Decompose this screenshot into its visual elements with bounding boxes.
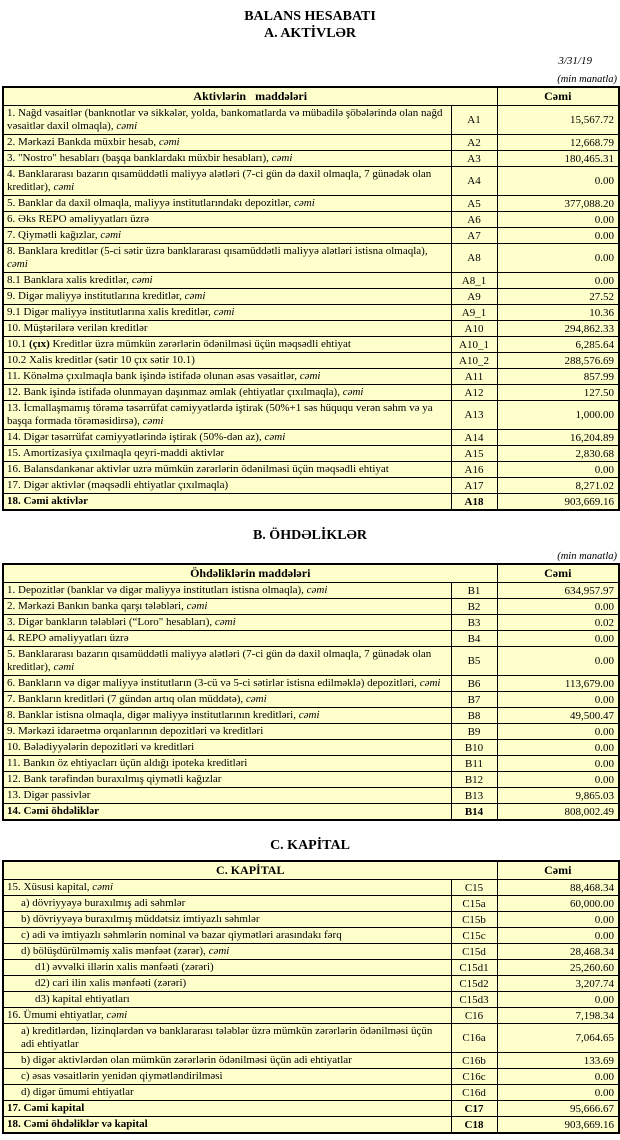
row-label: 10.1 (çıx) Kreditlər üzrə mümkün zərərlərin ödənilməsi üçün məqsədli ehtiyat <box>3 337 451 353</box>
row-code: B14 <box>451 804 497 821</box>
row-label: 9. Digər maliyyə institutlarına kreditlər, cəmi <box>3 289 451 305</box>
table-row <box>3 446 619 462</box>
row-code: C16c <box>451 1069 497 1085</box>
table-row <box>3 928 619 944</box>
row-code: A3 <box>451 151 497 167</box>
row-label: 9. Mərkəzi idarəetmə orqanlarının depozitləri və kreditləri <box>3 724 451 740</box>
row-value: 0.02 <box>497 615 619 631</box>
row-label: 14. Digər təsərrüfat cəmiyyətlərində iştirak (50%-dən az), cəmi <box>3 430 451 446</box>
table-row <box>3 599 619 615</box>
row-value: 15,567.72 <box>497 106 619 135</box>
row-label: 10. Bələdiyyələrin depozitləri və kreditləri <box>3 740 451 756</box>
row-value: 0.00 <box>497 462 619 478</box>
liabilities-items-column-header: Öhdəliklərin maddələri <box>3 564 497 583</box>
table-row <box>3 212 619 228</box>
table-row <box>3 401 619 430</box>
row-label: 11. Bankın öz ehtiyacları üçün aldığı ipoteka kreditləri <box>3 756 451 772</box>
row-code: C15d1 <box>451 960 497 976</box>
row-value: 10.36 <box>497 305 619 321</box>
row-code: C17 <box>451 1101 497 1117</box>
row-code: B2 <box>451 599 497 615</box>
assets-table-header-row <box>3 87 619 106</box>
row-value: 0.00 <box>497 724 619 740</box>
row-label: 16. Ümumi ehtiyatlar, cəmi <box>3 1008 451 1024</box>
row-value: 8,271.02 <box>497 478 619 494</box>
row-label: 18. Cəmi öhdəliklər və kapital <box>3 1117 451 1134</box>
table-row <box>3 631 619 647</box>
row-label: 4. REPO əməliyyatları üzrə <box>3 631 451 647</box>
row-code: B9 <box>451 724 497 740</box>
row-value: 903,669.16 <box>497 494 619 511</box>
table-row <box>3 976 619 992</box>
row-label: 13. Digər passivlər <box>3 788 451 804</box>
table-row <box>3 430 619 446</box>
row-code: A16 <box>451 462 497 478</box>
table-row <box>3 273 619 289</box>
row-value: 113,679.00 <box>497 676 619 692</box>
row-value: 0.00 <box>497 631 619 647</box>
table-row <box>3 167 619 196</box>
row-value: 16,204.89 <box>497 430 619 446</box>
row-value: 377,088.20 <box>497 196 619 212</box>
capital-section-heading: C. KAPİTAL <box>270 838 350 853</box>
row-value: 0.00 <box>497 740 619 756</box>
table-row <box>3 1053 619 1069</box>
row-value: 0.00 <box>497 912 619 928</box>
row-label: 12. Bank işində istifadə olunmayan daşınmaz əmlak (ehtiyatlar çıxılmaqla), cəmi <box>3 385 451 401</box>
row-code: C15d3 <box>451 992 497 1008</box>
table-row <box>3 1024 619 1053</box>
row-label: 14. Cəmi öhdəliklər <box>3 804 451 821</box>
assets-items-column-header: Aktivlərin maddələri <box>3 87 497 106</box>
table-row <box>3 756 619 772</box>
row-value: 808,002.49 <box>497 804 619 821</box>
row-value: 95,666.67 <box>497 1101 619 1117</box>
row-value: 28,468.34 <box>497 944 619 960</box>
row-label: 1. Depozitlər (banklar və digər maliyyə institutları istisna olmaqla), cəmi <box>3 583 451 599</box>
row-label: d) bölüşdürülməmiş xalis mənfəət (zərər), cəmi <box>3 944 451 960</box>
row-value: 0.00 <box>497 692 619 708</box>
table-row <box>3 708 619 724</box>
row-label: b) dövriyyəyə buraxılmış müddətsiz imtiyazlı səhmlər <box>3 912 451 928</box>
row-code: C15 <box>451 880 497 896</box>
row-label: 1. Nağd vəsaitlər (banknotlar və sikkələr, yolda, bankomatlarda və mübadilə şöbələrində olan nağd vəsaitlər daxil olmaqla), cəmi <box>3 106 451 135</box>
capital-total-column-header: Cəmi <box>497 861 619 880</box>
title-line-1: BALANS HESABATI <box>244 9 376 24</box>
liabilities-table-header-row <box>3 564 619 583</box>
table-row <box>3 478 619 494</box>
row-code: B6 <box>451 676 497 692</box>
row-label: 17. Digər aktivlər (məqsədli ehtiyatlar çıxılmaqla) <box>3 478 451 494</box>
table-row <box>3 494 619 511</box>
liabilities-total-column-header: Cəmi <box>497 564 619 583</box>
row-code: B11 <box>451 756 497 772</box>
row-code: A5 <box>451 196 497 212</box>
row-code: C16d <box>451 1085 497 1101</box>
table-row <box>3 1101 619 1117</box>
table-row <box>3 305 619 321</box>
row-value: 7,198.34 <box>497 1008 619 1024</box>
row-code: B5 <box>451 647 497 676</box>
row-code: A8 <box>451 244 497 273</box>
unit-note-assets: (min manatla) <box>557 74 617 85</box>
row-value: 88,468.34 <box>497 880 619 896</box>
row-value: 0.00 <box>497 992 619 1008</box>
table-row <box>3 228 619 244</box>
table-row <box>3 583 619 599</box>
row-label: 18. Cəmi aktivlər <box>3 494 451 511</box>
row-label: 5. Banklararası bazarın qısamüddətli maliyyə alətləri (7-ci gün də daxil olmaqla, 7 günədək olan kreditlər), cəmi <box>3 647 451 676</box>
row-label: 16. Balansdankənar aktivlər uzrə mümkün zərərlərin ödənilməsi üçün məqsədli ehtiyat <box>3 462 451 478</box>
row-code: A6 <box>451 212 497 228</box>
table-row <box>3 804 619 821</box>
row-value: 127.50 <box>497 385 619 401</box>
table-row <box>3 106 619 135</box>
row-code: C15b <box>451 912 497 928</box>
row-label: 10. Müştərilərə verilən kreditlər <box>3 321 451 337</box>
row-value: 60,000.00 <box>497 896 619 912</box>
row-label: 17. Cəmi kapital <box>3 1101 451 1117</box>
row-code: A9_1 <box>451 305 497 321</box>
table-row <box>3 960 619 976</box>
row-value: 9,865.03 <box>497 788 619 804</box>
row-code: B12 <box>451 772 497 788</box>
row-label: 9.1 Digər maliyyə institutlarına xalis kreditlər, cəmi <box>3 305 451 321</box>
table-row <box>3 944 619 960</box>
row-code: C16a <box>451 1024 497 1053</box>
row-value: 0.00 <box>497 756 619 772</box>
table-row <box>3 788 619 804</box>
row-code: A10 <box>451 321 497 337</box>
row-code: B3 <box>451 615 497 631</box>
row-label: c) əsas vəsaitlərin yenidən qiymətləndirilməsi <box>3 1069 451 1085</box>
row-value: 0.00 <box>497 1085 619 1101</box>
row-value: 6,285.64 <box>497 337 619 353</box>
row-value: 12,668.79 <box>497 135 619 151</box>
row-code: A10_1 <box>451 337 497 353</box>
row-code: A18 <box>451 494 497 511</box>
row-code: B4 <box>451 631 497 647</box>
assets-table <box>2 86 620 511</box>
row-value: 634,957.97 <box>497 583 619 599</box>
row-label: d) digər ümumi ehtiyatlar <box>3 1085 451 1101</box>
row-value: 180,465.31 <box>497 151 619 167</box>
row-label: 6. Bankların və digər maliyyə institutların (3-cü və 5-ci sətirlər istisna edilməklə) depozitləri, cəmi <box>3 676 451 692</box>
row-label: 8.1 Banklara xalis kreditlər, cəmi <box>3 273 451 289</box>
table-row <box>3 740 619 756</box>
row-code: C15d2 <box>451 976 497 992</box>
row-label: d1) əvvəlki illərin xalis mənfəəti (zərəri) <box>3 960 451 976</box>
row-code: C15a <box>451 896 497 912</box>
table-row <box>3 353 619 369</box>
row-value: 0.00 <box>497 273 619 289</box>
row-code: A14 <box>451 430 497 446</box>
table-row <box>3 1117 619 1134</box>
row-value: 0.00 <box>497 244 619 273</box>
row-value: 0.00 <box>497 167 619 196</box>
row-code: B1 <box>451 583 497 599</box>
table-row <box>3 135 619 151</box>
unit-note-liabilities: (min manatla) <box>557 551 617 562</box>
row-label: 13. İcmallaşmamış törəmə təsərrüfat cəmiyyətlərdə iştirak (50%+1 səs hüququ verən səhm və ya başqa formada törəməsidirsə), cəmi <box>3 401 451 430</box>
row-value: 27.52 <box>497 289 619 305</box>
row-label: d3) kapital ehtiyatları <box>3 992 451 1008</box>
row-code: A11 <box>451 369 497 385</box>
table-row <box>3 692 619 708</box>
liabilities-section-heading: B. ÖHDƏLİKLƏR <box>252 528 368 543</box>
table-row <box>3 647 619 676</box>
row-label: a) dövriyyəyə buraxılmış adi səhmlər <box>3 896 451 912</box>
row-label: 7. Qiymətli kağızlar, cəmi <box>3 228 451 244</box>
row-code: A10_2 <box>451 353 497 369</box>
row-label: 8. Banklar istisna olmaqla, digər maliyyə institutlarının kreditləri, cəmi <box>3 708 451 724</box>
row-label: d2) cari ilin xalis mənfəəti (zərəri) <box>3 976 451 992</box>
row-label: 12. Bank tərəfindən buraxılmış qiymətli kağızlar <box>3 772 451 788</box>
report-date: 3/31/19 <box>558 55 592 67</box>
row-value: 0.00 <box>497 228 619 244</box>
row-code: A12 <box>451 385 497 401</box>
row-label: 2. Mərkəzi Bankın banka qarşı tələbləri, cəmi <box>3 599 451 615</box>
table-row <box>3 1085 619 1101</box>
row-label: a) kreditlərdən, lizinqlərdən və banklararası tələblər üzrə mümkün zərərlərin ödənilməsi üçün adi ehtiyatlar <box>3 1024 451 1053</box>
row-label: 5. Banklar da daxil olmaqla, maliyyə institutlarındakı depozitlər, cəmi <box>3 196 451 212</box>
row-code: A13 <box>451 401 497 430</box>
liabilities-table <box>2 563 620 821</box>
row-code: A17 <box>451 478 497 494</box>
row-value: 133.69 <box>497 1053 619 1069</box>
table-row <box>3 289 619 305</box>
capital-items-column-header: C. KAPİTAL <box>3 861 497 880</box>
row-code: A4 <box>451 167 497 196</box>
row-code: A15 <box>451 446 497 462</box>
table-row <box>3 369 619 385</box>
row-label: c) adi və imtiyazlı səhmlərin nominal və bazar qiymətləri arasındakı fərq <box>3 928 451 944</box>
row-label: 7. Bankların kreditləri (7 gündən artıq olan müddətə), cəmi <box>3 692 451 708</box>
row-label: 10.2 Xalis kreditlər (sətir 10 çıx sətir 10.1) <box>3 353 451 369</box>
capital-table-header-row <box>3 861 619 880</box>
table-row <box>3 992 619 1008</box>
row-value: 0.00 <box>497 647 619 676</box>
table-row <box>3 151 619 167</box>
row-label: 3. "Nostro" hesabları (başqa banklardakı müxbir hesabları), cəmi <box>3 151 451 167</box>
row-code: A1 <box>451 106 497 135</box>
table-row <box>3 1069 619 1085</box>
table-row <box>3 912 619 928</box>
capital-table <box>2 860 620 1134</box>
table-row <box>3 896 619 912</box>
row-code: B8 <box>451 708 497 724</box>
row-code: A8_1 <box>451 273 497 289</box>
table-row <box>3 1008 619 1024</box>
table-row <box>3 676 619 692</box>
row-value: 0.00 <box>497 928 619 944</box>
row-label: 15. Xüsusi kapital, cəmi <box>3 880 451 896</box>
row-value: 0.00 <box>497 772 619 788</box>
table-row <box>3 337 619 353</box>
row-code: C15c <box>451 928 497 944</box>
row-value: 49,500.47 <box>497 708 619 724</box>
table-row <box>3 244 619 273</box>
row-code: B10 <box>451 740 497 756</box>
row-code: C16 <box>451 1008 497 1024</box>
table-row <box>3 196 619 212</box>
row-label: 6. Əks REPO əməliyyatları üzrə <box>3 212 451 228</box>
row-value: 2,830.68 <box>497 446 619 462</box>
row-label: 8. Banklara kreditlər (5-ci sətir üzrə banklararası qısamüddətli maliyyə alətləri istisna olmaqla), cəmi <box>3 244 451 273</box>
row-value: 0.00 <box>497 599 619 615</box>
row-value: 0.00 <box>497 1069 619 1085</box>
row-value: 857.99 <box>497 369 619 385</box>
row-value: 294,862.33 <box>497 321 619 337</box>
row-value: 903,669.16 <box>497 1117 619 1134</box>
table-row <box>3 321 619 337</box>
row-code: B7 <box>451 692 497 708</box>
row-code: C15d <box>451 944 497 960</box>
row-label: b) digər aktivlərdən olan mümkün zərərlərin ödənilməsi üçün adi ehtiyatlar <box>3 1053 451 1069</box>
row-value: 3,207.74 <box>497 976 619 992</box>
row-label: 15. Amortizasiya çıxılmaqla qeyri-maddi aktivlər <box>3 446 451 462</box>
row-label: 3. Digər bankların tələbləri (“Loro" hesabları), cəmi <box>3 615 451 631</box>
row-label: 2. Mərkəzi Bankda müxbir hesab, cəmi <box>3 135 451 151</box>
row-label: 4. Banklararası bazarın qısamüddətli maliyyə alətləri (7-ci gün də daxil olmaqla, 7 günədək olan kreditlər), cəmi <box>3 167 451 196</box>
row-value: 0.00 <box>497 212 619 228</box>
row-value: 1,000.00 <box>497 401 619 430</box>
table-row <box>3 880 619 896</box>
table-row <box>3 615 619 631</box>
table-row <box>3 724 619 740</box>
row-value: 7,064.65 <box>497 1024 619 1053</box>
row-value: 288,576.69 <box>497 353 619 369</box>
title-line-2: A. AKTİVLƏR <box>263 26 357 41</box>
row-code: C18 <box>451 1117 497 1134</box>
row-code: B13 <box>451 788 497 804</box>
table-row <box>3 462 619 478</box>
document-title <box>0 8 620 42</box>
row-code: C16b <box>451 1053 497 1069</box>
row-code: A7 <box>451 228 497 244</box>
row-code: A2 <box>451 135 497 151</box>
row-code: A9 <box>451 289 497 305</box>
row-label: 11. Könəlmə çıxılmaqla bank işində istifadə olunan əsas vəsaitlər, cəmi <box>3 369 451 385</box>
table-row <box>3 385 619 401</box>
table-row <box>3 772 619 788</box>
assets-total-column-header: Cəmi <box>497 87 619 106</box>
row-value: 25,260.60 <box>497 960 619 976</box>
